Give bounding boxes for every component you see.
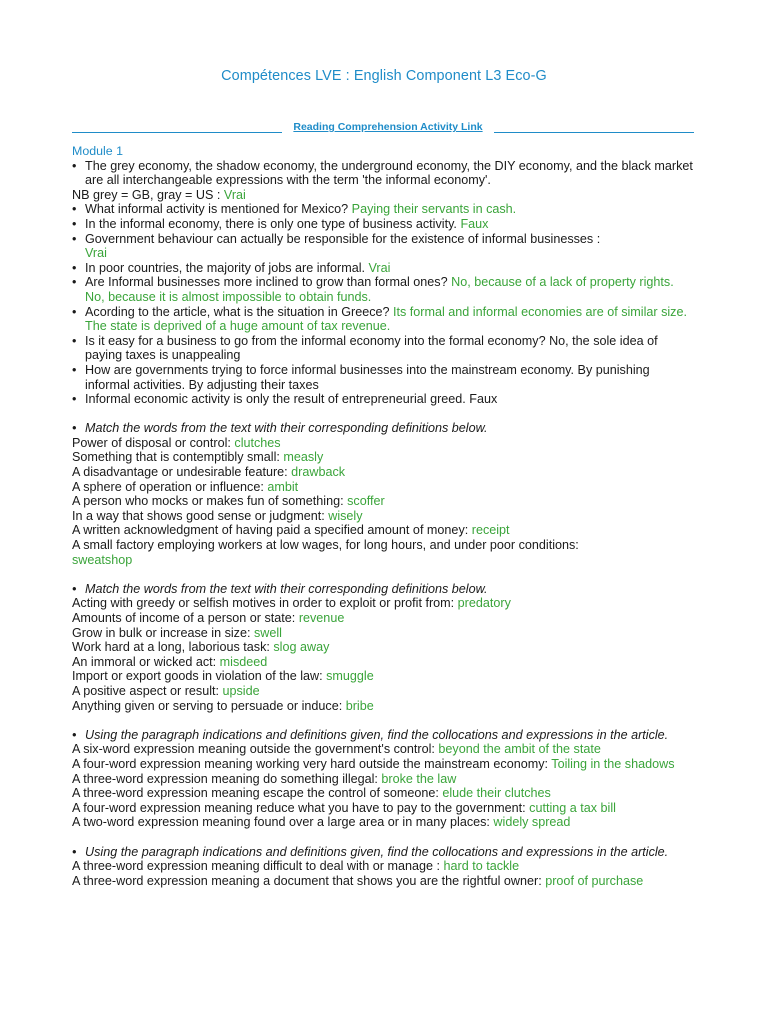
definition-row: Something that is contemptibly small: measly <box>72 450 324 465</box>
tf-item: NB grey = GB, gray = US : Vrai <box>72 187 246 202</box>
exercise-heading: • Using the paragraph indications and definitions given, find the collocations and expressions in the article. <box>72 845 696 860</box>
definition-row: A sphere of operation or influence: ambit <box>72 479 299 494</box>
exercise-heading: • Using the paragraph indications and definitions given, find the collocations and expressions in the article. <box>72 728 696 743</box>
definition-row: An immoral or wicked act: misdeed <box>72 654 268 669</box>
definition-row: A small factory employing workers at low wages, for long hours, and under poor conditions: sweatshop <box>72 538 579 567</box>
definition-row: A positive aspect or result: upside <box>72 683 260 698</box>
answer: drawback <box>291 465 346 480</box>
definition-row: Acting with greedy or selfish motives in order to exploit or profit from: predatory <box>72 596 511 611</box>
answer: broke the law <box>381 771 457 786</box>
answer: Vrai <box>85 246 107 261</box>
answer: elude their clutches <box>442 786 551 801</box>
answer: proof of purchase <box>545 873 644 888</box>
definition-row: A disadvantage or undesirable feature: drawback <box>72 465 346 480</box>
tf-item: • Are Informal businesses more inclined to grow than formal ones? No, because of a lack of property rights. No, because it is almost impossible to obtain funds. <box>72 275 696 304</box>
page-title: Compétences LVE : English Component L3 Eco-G <box>221 68 547 84</box>
answer: cutting a tax bill <box>529 800 616 815</box>
tf-item: • Acording to the article, what is the situation in Greece? Its formal and informal economies are of similar size. The state is deprived of a huge amount of tax revenue. <box>72 305 696 334</box>
exercise-heading: • Match the words from the text with their corresponding definitions below. <box>72 582 696 597</box>
tf-item: • In poor countries, the majority of jobs are informal. Vrai <box>72 261 696 276</box>
tf-item: • In the informal economy, there is only one type of business activity. Faux <box>72 217 696 232</box>
definition-row: Anything given or serving to persuade or induce: bribe <box>72 698 374 713</box>
definition-row: A person who mocks or makes fun of something: scoffer <box>72 494 385 509</box>
answer: bribe <box>345 698 374 713</box>
answer: upside <box>222 683 260 698</box>
answer: measly <box>283 450 324 465</box>
tf-item: • Government behaviour can actually be responsible for the existence of informal businesses : Vrai <box>72 232 696 261</box>
answer: widely spread <box>493 815 571 830</box>
answer: slog away <box>273 640 330 655</box>
tf-item: • Is it easy for a business to go from the informal economy into the formal economy? No, the sole idea of paying taxes is unappealing <box>72 334 696 363</box>
expression-row: A three-word expression meaning escape the control of someone: elude their clutches <box>72 786 551 801</box>
answer: clutches <box>234 435 281 450</box>
definition-row: A written acknowledgment of having paid a specified amount of money: receipt <box>72 523 510 538</box>
definition-row: In a way that shows good sense or judgment: wisely <box>72 508 363 523</box>
expression-row: A two-word expression meaning found over a large area or in many places: widely spread <box>72 815 571 830</box>
answer: misdeed <box>219 654 268 669</box>
answer: Vrai <box>368 260 391 275</box>
expression-row: A three-word expression meaning do something illegal: broke the law <box>72 771 457 786</box>
tf-item: • Informal economic activity is only the result of entrepreneurial greed. Faux <box>72 392 696 407</box>
answer: hard to tackle <box>443 859 520 874</box>
answer: smuggle <box>326 669 374 684</box>
answer: Vrai <box>223 187 246 202</box>
definition-row: Grow in bulk or increase in size: swell <box>72 625 282 640</box>
expression-row: A three-word expression meaning a document that shows you are the rightful owner: proof of purchase <box>72 873 644 888</box>
answer: receipt <box>471 523 510 538</box>
answer: Faux <box>460 216 489 231</box>
answer: Its formal and informal economies are of similar size. The state is deprived of a huge amount of tax revenue. <box>85 304 687 334</box>
definition-row: Power of disposal or control: clutches <box>72 435 281 450</box>
answer: wisely <box>328 508 363 523</box>
expression-row: A four-word expression meaning working very hard outside the mainstream economy: Toiling in the shadows <box>72 756 675 771</box>
underline-left <box>72 132 282 133</box>
answer: revenue <box>298 611 345 625</box>
expression-row: A four-word expression meaning reduce what you have to pay to the government: cutting a tax bill <box>72 800 616 815</box>
answer: Toiling in the shadows <box>551 756 675 771</box>
definition-row: Import or export goods in violation of the law: smuggle <box>72 669 374 684</box>
answer: predatory <box>457 596 511 611</box>
definition-row: Work hard at a long, laborious task: slog away <box>72 640 330 655</box>
answer: ambit <box>267 479 299 494</box>
underline-right <box>494 132 694 133</box>
exercise-heading: • Match the words from the text with their corresponding definitions below. <box>72 421 696 436</box>
expression-row: A six-word expression meaning outside the government's control: beyond the ambit of the state <box>72 742 601 757</box>
definition-row: Amounts of income of a person or state: revenue <box>72 611 345 625</box>
tf-item: • How are governments trying to force informal businesses into the mainstream economy. By punishing informal activities. By adjusting their taxes <box>72 363 696 392</box>
answer: beyond the ambit of the state <box>438 742 601 757</box>
tf-item: • The grey economy, the shadow economy, the underground economy, the DIY economy, and the black market are all interchangeable expressions with the term 'the informal economy'. <box>72 159 696 188</box>
document-body <box>72 144 696 888</box>
section-subheading <box>72 119 694 133</box>
module-label: Module 1 <box>72 144 123 158</box>
answer: No, because of a lack of property rights. No, because it is almost impossible to obtain funds. <box>85 275 674 304</box>
expression-row: A three-word expression meaning difficult to deal with or manage : hard to tackle <box>72 859 520 874</box>
tf-item: • What informal activity is mentioned for Mexico? Paying their servants in cash. <box>72 202 696 217</box>
answer: sweatshop <box>72 552 133 567</box>
answer: scoffer <box>347 494 385 509</box>
answer: swell <box>253 625 282 640</box>
reading-activity-link[interactable]: Reading Comprehension Activity Link <box>293 121 483 133</box>
answer: Paying their servants in cash. <box>351 202 517 217</box>
